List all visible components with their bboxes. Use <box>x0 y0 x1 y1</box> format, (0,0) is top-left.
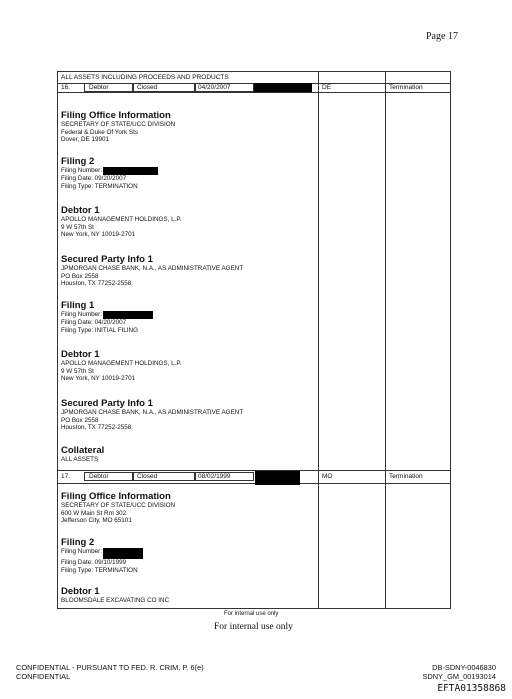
column-divider <box>318 72 319 608</box>
row-divider <box>58 483 450 484</box>
filing-2-section <box>61 537 143 574</box>
section-title: Filing Office Information <box>61 491 171 502</box>
row-role: Debtor <box>89 84 109 91</box>
redaction-box <box>103 167 158 175</box>
filing-number-line <box>61 311 153 319</box>
section-line: APOLLO MANAGEMENT HOLDINGS, L.P. <box>61 360 182 367</box>
filing-type: Filing Type: TERMINATION <box>61 566 138 574</box>
filing-type: Filing Type: INITIAL FILING <box>61 326 138 334</box>
section-title: Filing Office Information <box>61 110 171 121</box>
row-date: 04/20/2007 <box>198 84 231 91</box>
redaction-box <box>103 548 143 559</box>
row-number: 17. <box>61 473 71 480</box>
section-line: ALL ASSETS <box>61 456 99 463</box>
filing-office-section <box>61 491 175 525</box>
filing-office-section <box>61 110 175 144</box>
bates-number-secondary: SDNY_GM_00193014 <box>422 672 496 681</box>
debtor-section <box>61 205 182 239</box>
filing-number-label: Filing Number: <box>61 167 102 174</box>
confidential-notice: CONFIDENTIAL - PURSUANT TO FED. R. CRIM. P. 6(e) <box>16 663 204 672</box>
secured-party-section <box>61 254 243 288</box>
section-title: Debtor 1 <box>61 205 100 216</box>
section-line: New York, NY 10019-2701 <box>61 231 136 239</box>
efta-stamp: EFTA01358868 <box>437 683 506 694</box>
secured-party-section <box>61 398 243 432</box>
section-line: 9 W 57th St <box>61 367 94 375</box>
row-divider <box>58 92 450 93</box>
filing-date: Filing Date: 09/10/1999 <box>61 559 127 566</box>
column-divider <box>385 72 386 608</box>
table-header: ALL ASSETS INCLUDING PROCEEDS AND PRODUCTS <box>61 74 229 81</box>
section-line: JPMORGAN CHASE BANK, N.A., AS ADMINISTRATIVE AGENT <box>61 265 244 272</box>
confidential-label: CONFIDENTIAL <box>16 672 71 681</box>
redaction-box <box>103 311 153 319</box>
section-line: JPMORGAN CHASE BANK, N.A., AS ADMINISTRATIVE AGENT <box>61 409 244 416</box>
filing-2-section <box>61 156 158 190</box>
row-status: Closed <box>137 473 158 480</box>
row-type: Termination <box>389 84 423 91</box>
section-line: PO Box 2558 <box>61 272 99 280</box>
filing-number-label: Filing Number: <box>61 548 102 555</box>
filing-number-label: Filing Number: <box>61 311 102 318</box>
section-line: SECRETARY OF STATE/UCC DIVISION <box>61 502 176 509</box>
row-divider <box>58 470 450 471</box>
debtor-section <box>61 586 169 605</box>
section-line: 600 W Main St Rm 302 <box>61 509 127 517</box>
section-line: PO Box 2558 <box>61 416 99 424</box>
collateral-section <box>61 445 104 464</box>
filing-date: Filing Date: 04/20/2007 <box>61 319 127 326</box>
section-line: New York, NY 10019-2701 <box>61 375 136 383</box>
debtor-section <box>61 349 182 383</box>
section-title: Secured Party Info 1 <box>61 398 153 409</box>
row-state: MO <box>322 473 333 480</box>
internal-use-note-large: For internal use only <box>214 622 293 632</box>
section-title: Debtor 1 <box>61 349 100 360</box>
section-line: BLOOMSDALE EXCAVATING CO INC <box>61 597 170 604</box>
redaction-box <box>255 471 300 485</box>
footer-right <box>422 663 496 681</box>
row-date: 08/02/1999 <box>198 473 231 480</box>
section-line: 9 W 57th St <box>61 223 94 231</box>
section-title: Filing 2 <box>61 537 95 548</box>
section-line: Dover, DE 19901 <box>61 136 109 144</box>
section-title: Collateral <box>61 445 105 456</box>
row-number: 16. <box>61 84 71 91</box>
footer-left <box>16 663 204 681</box>
section-line: Jefferson City, MO 65101 <box>61 517 132 525</box>
row-state: DE <box>322 84 332 91</box>
row-status: Closed <box>137 84 158 91</box>
filing-date: Filing Date: 09/20/2007 <box>61 175 127 182</box>
ucc-filing-table <box>57 71 451 609</box>
filing-number-line <box>61 167 158 175</box>
redaction-box <box>254 83 312 92</box>
section-line: Federal & Duke Of York Sts <box>61 128 138 136</box>
row-role: Debtor <box>89 473 109 480</box>
filing-1-section <box>61 300 153 334</box>
page-number: Page 17 <box>426 31 458 42</box>
section-title: Secured Party Info 1 <box>61 254 153 265</box>
section-line: Houston, TX 77252-2558 <box>61 424 132 432</box>
section-line: APOLLO MANAGEMENT HOLDINGS, L.P. <box>61 216 182 223</box>
section-title: Debtor 1 <box>61 586 100 597</box>
section-title: Filing 2 <box>61 156 95 167</box>
filing-number-line <box>61 548 143 559</box>
section-title: Filing 1 <box>61 300 95 311</box>
internal-use-note: For internal use only <box>224 611 279 617</box>
bates-number: DB-SDNY-0046830 <box>432 663 496 672</box>
section-line: SECRETARY OF STATE/UCC DIVISION <box>61 121 176 128</box>
section-line: Houston, TX 77252-2558 <box>61 280 132 288</box>
row-type: Termination <box>389 473 423 480</box>
filing-type: Filing Type: TERMINATION <box>61 182 138 190</box>
